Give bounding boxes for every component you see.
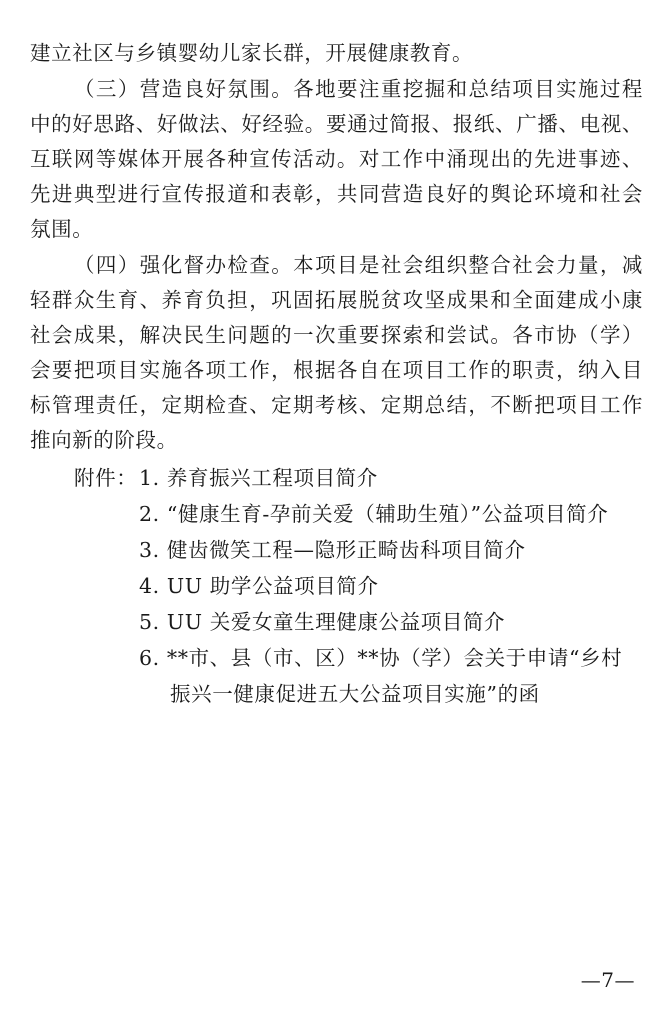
paragraph-line: 社会成果，解决民生问题的一次重要探索和尝试。各市协（学） xyxy=(30,323,643,347)
attachment-item: 4. UU 助学公益项目简介 xyxy=(139,574,379,598)
paragraph-line: （四）强化督办检查。本项目是社会组织整合社会力量，减 xyxy=(74,253,643,277)
section-3-paragraph xyxy=(30,72,643,247)
paragraph-line: 先进典型进行宣传报道和表彰，共同营造良好的舆论环境和社会 xyxy=(30,182,643,206)
paragraph-line: 中的好思路、好做法、好经验。要通过简报、报纸、广播、电视、 xyxy=(30,112,643,136)
attachment-item: 3. 健齿微笑工程—隐形正畸齿科项目简介 xyxy=(139,538,526,562)
attachment-item: 1. 养育振兴工程项目简介 xyxy=(139,466,378,490)
paragraph-line: （三）营造良好氛围。各地要注重挖掘和总结项目实施过程 xyxy=(74,77,643,101)
attachment-item: 6. **市、县（市、区）**协（学）会关于申请“乡村 xyxy=(139,646,623,670)
paragraph-line: 轻群众生育、养育负担，巩固拓展脱贫攻坚成果和全面建成小康 xyxy=(30,288,643,312)
attachment-item: 2. “健康生育-孕前关爱（辅助生殖）”公益项目简介 xyxy=(139,502,609,526)
attachment-item: 5. UU 关爱女童生理健康公益项目简介 xyxy=(139,610,506,634)
page-number: —7— xyxy=(580,968,635,992)
paragraph-line: 标管理责任，定期检查、定期考核、定期总结，不断把项目工作 xyxy=(30,393,643,417)
paragraph-line: 互联网等媒体开展各种宣传活动。对工作中涌现出的先进事迹、 xyxy=(30,147,643,171)
paragraph-fragment xyxy=(30,36,643,71)
attachments-label: 附件： xyxy=(74,466,138,490)
paragraph-line: 推向新的阶段。 xyxy=(30,428,178,452)
paragraph-line: 会要把项目实施各项工作，根据各自在项目工作的职责，纳入目 xyxy=(30,358,643,382)
attachment-item-continuation: 振兴一健康促进五大公益项目实施”的函 xyxy=(170,682,540,706)
paragraph-line: 氛围。 xyxy=(30,217,94,241)
paragraph-line: 建立社区与乡镇婴幼儿家长群，开展健康教育。 xyxy=(30,41,474,65)
section-4-paragraph xyxy=(30,248,643,458)
